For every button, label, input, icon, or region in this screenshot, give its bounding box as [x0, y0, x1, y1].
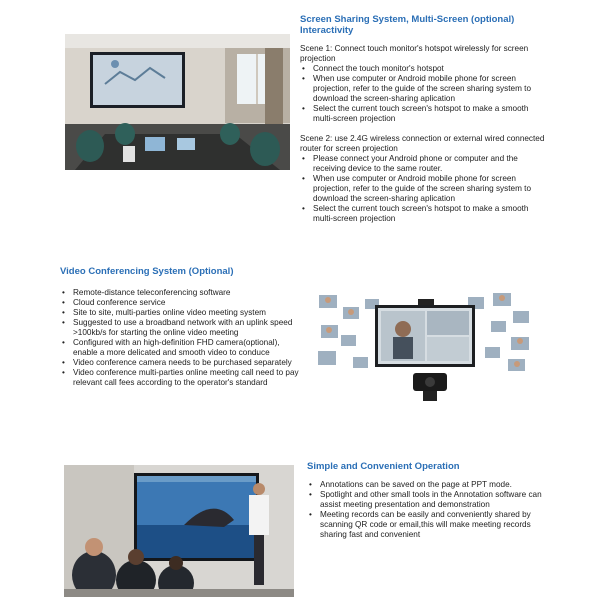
operation-body: [307, 480, 550, 540]
list-item: • When use computer or Android mobile phone for screen projection, refer to the guide of the screen sharing system to download the screen-sharing aplication: [300, 74, 545, 104]
scene1-list: [300, 64, 545, 124]
scene2-list: [300, 154, 545, 224]
list-item: • Connect the touch monitor's hotspot: [300, 64, 545, 74]
scene1-intro: Scene 1: Connect touch monitor's hotspot wirelessly for screen projection: [300, 44, 529, 63]
list-item: • Spotlight and other small tools in the Annotation software can assist meeting presentation and demonstration: [307, 490, 550, 510]
list-item: • Remote-distance teleconferencing software: [60, 288, 305, 298]
list-item: • Select the current touch screen's hotspot to make a smooth multi-screen projection: [300, 104, 545, 124]
list-item: • When use computer or Android mobile phone for screen projection, refer to the guide of the screen sharing system to download the screen-sharing aplication: [300, 174, 545, 204]
meeting-room-photo: [65, 34, 290, 170]
list-item: • Video conference multi-parties online meeting call need to pay relevant call fees according to the operator's standard: [60, 368, 305, 388]
video-conference-photo: [313, 287, 535, 405]
scene2-intro: Scene 2: use 2.4G wireless connection or external wired connected router for screen projection: [300, 134, 545, 153]
list-item: • Annotations can be saved on the page at PPT mode.: [307, 480, 550, 490]
video-conf-list: [60, 288, 305, 388]
list-item: • Video conference camera needs to be purchased separately: [60, 358, 305, 368]
list-item: • Select the current touch screen's hotspot to make a smooth multi-screen projection: [300, 204, 545, 224]
screen-sharing-title: Screen Sharing System, Multi-Screen (optional) Interactivity: [300, 14, 515, 36]
list-item: • Suggested to use a broadband network with an uplink speed >100kb/s for starting the online video meeting: [60, 318, 305, 338]
list-item: • Please connect your Android phone or computer and the receiving device to the same router.: [300, 154, 545, 174]
operation-list: [307, 480, 550, 540]
presentation-photo: [64, 465, 294, 597]
screen-sharing-body: [300, 44, 545, 224]
list-item: • Meeting records can be easily and conveniently shared by scanning QR code or email,this will make meeting records sharing fast and convenient: [307, 510, 550, 540]
list-item: • Configured with an high-definition FHD camera(optional), enable a more delicated and smooth video to conduce: [60, 338, 305, 358]
operation-title: Simple and Convenient Operation: [307, 461, 460, 472]
list-item: • Site to site, multi-parties online video meeting system: [60, 308, 305, 318]
video-conf-body: [60, 288, 305, 388]
video-conf-title: Video Conferencing System (Optional): [60, 266, 234, 277]
list-item: • Cloud conference service: [60, 298, 305, 308]
